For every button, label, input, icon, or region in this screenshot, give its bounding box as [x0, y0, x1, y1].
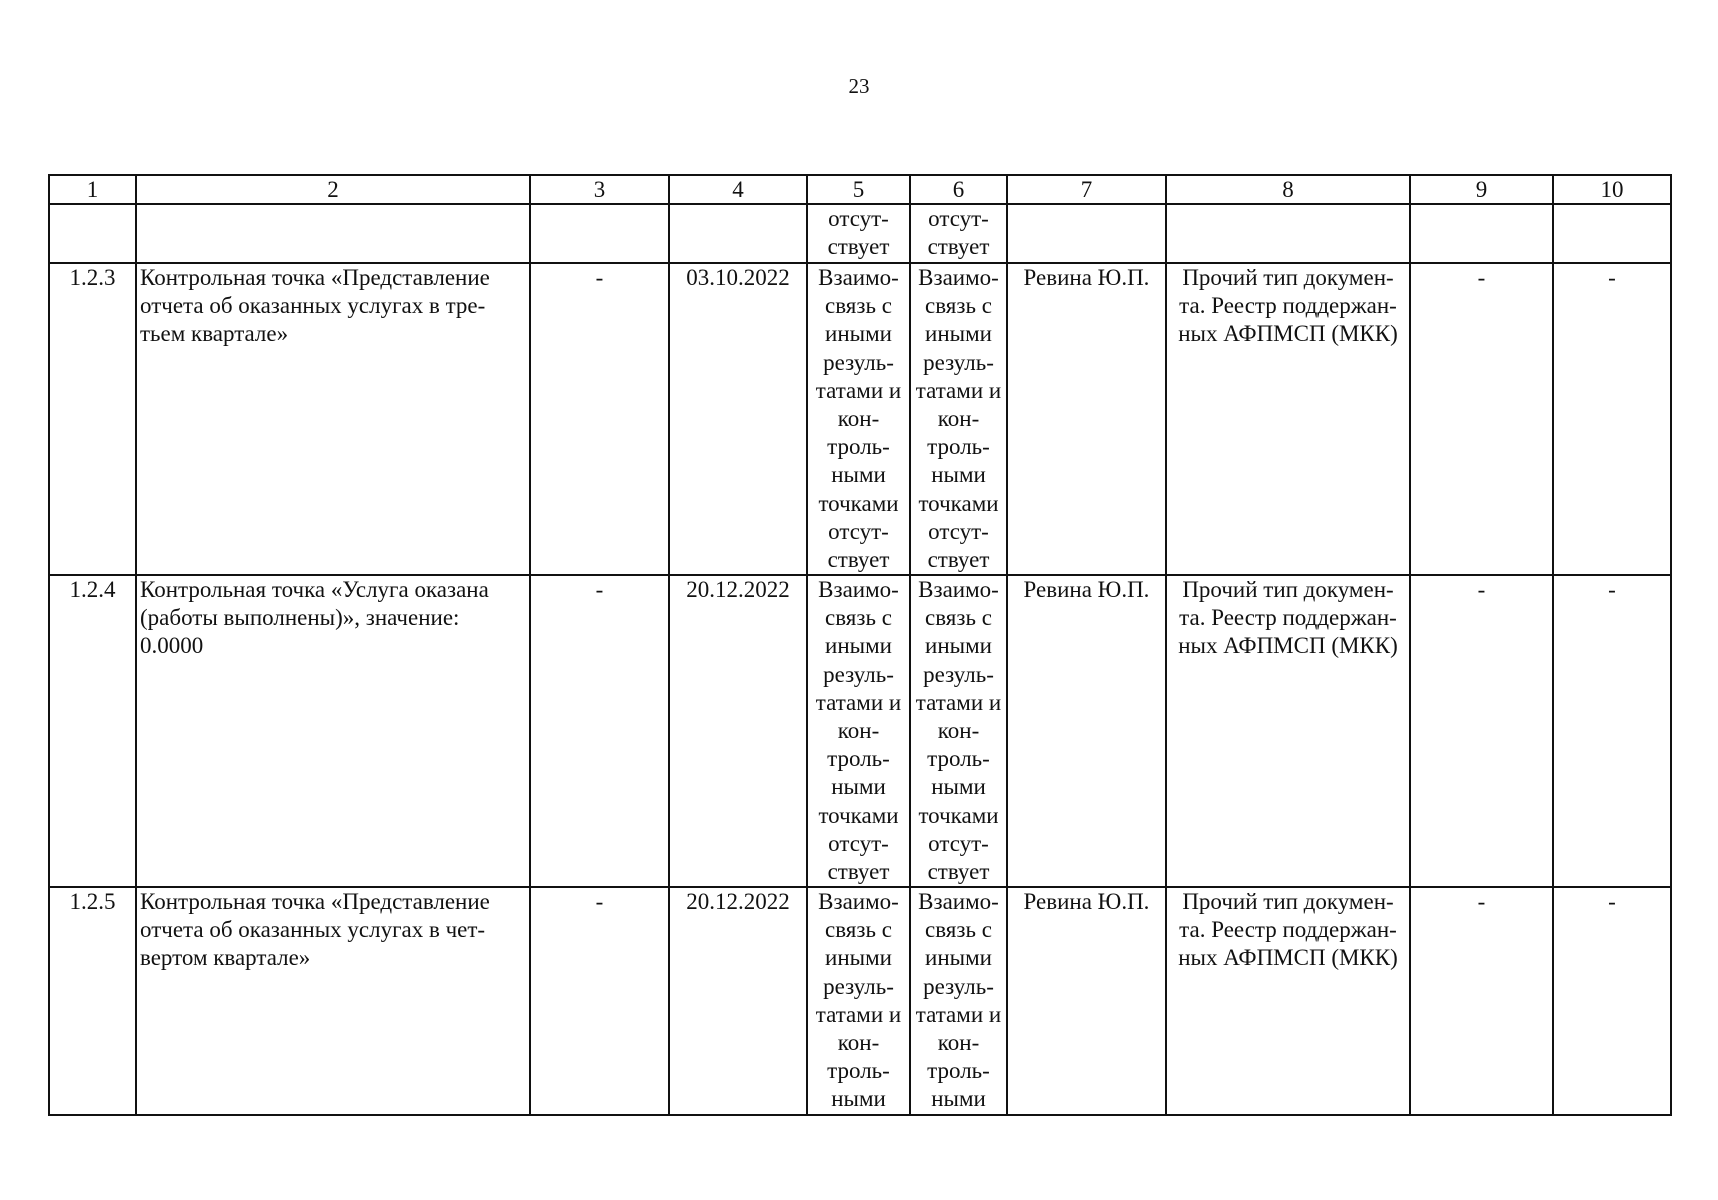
column-header: 5 [807, 175, 910, 204]
column-header: 2 [136, 175, 530, 204]
cell-responsible: Ревина Ю.П. [1007, 887, 1166, 1115]
cell-col5: Взаимо- связь с иными резуль- татами и кон- троль- ными точками отсут- ствует [807, 263, 910, 575]
cell-document: Прочий тип докумен- та. Реестр поддержан- ных АФПМСП (МКК) [1166, 575, 1410, 887]
table-header-row [49, 175, 1671, 204]
cell-responsible [1007, 204, 1166, 263]
cell-col10 [1553, 204, 1671, 263]
cell-responsible: Ревина Ю.П. [1007, 263, 1166, 575]
cell-name: Контрольная точка «Представление отчета об оказанных услугах в чет- вертом квартале» [136, 887, 530, 1115]
cell-col10: - [1553, 575, 1671, 887]
cell-col6: Взаимо- связь с иными резуль- татами и кон- троль- ными [910, 887, 1007, 1115]
cell-num: 1.2.5 [49, 887, 136, 1115]
cell-responsible: Ревина Ю.П. [1007, 575, 1166, 887]
cell-col9: - [1410, 263, 1553, 575]
table-row [49, 575, 1671, 887]
column-header: 3 [530, 175, 669, 204]
cell-name: Контрольная точка «Представление отчета об оказанных услугах в тре- тьем квартале» [136, 263, 530, 575]
cell-col9 [1410, 204, 1553, 263]
cell-name: Контрольная точка «Услуга оказана (работы выполнены)», значение: 0.0000 [136, 575, 530, 887]
cell-date [669, 204, 807, 263]
cell-num [49, 204, 136, 263]
cell-date: 20.12.2022 [669, 575, 807, 887]
cell-col9: - [1410, 887, 1553, 1115]
cell-col5: Взаимо- связь с иными резуль- татами и кон- троль- ными [807, 887, 910, 1115]
cell-col3: - [530, 263, 669, 575]
cell-date: 20.12.2022 [669, 887, 807, 1115]
page-number: 23 [848, 74, 870, 98]
cell-col6: Взаимо- связь с иными резуль- татами и кон- троль- ными точками отсут- ствует [910, 575, 1007, 887]
cell-document: Прочий тип докумен- та. Реестр поддержан- ных АФПМСП (МКК) [1166, 263, 1410, 575]
cell-document [1166, 204, 1410, 263]
cell-col3 [530, 204, 669, 263]
column-header: 1 [49, 175, 136, 204]
table-row [49, 263, 1671, 575]
column-header: 8 [1166, 175, 1410, 204]
cell-col5: отсут- ствует [807, 204, 910, 263]
cell-col5: Взаимо- связь с иными резуль- татами и кон- троль- ными точками отсут- ствует [807, 575, 910, 887]
cell-num: 1.2.4 [49, 575, 136, 887]
cell-document: Прочий тип докумен- та. Реестр поддержан- ных АФПМСП (МКК) [1166, 887, 1410, 1115]
cell-date: 03.10.2022 [669, 263, 807, 575]
column-header: 7 [1007, 175, 1166, 204]
cell-col6: Взаимо- связь с иными резуль- татами и кон- троль- ными точками отсут- ствует [910, 263, 1007, 575]
plan-table [48, 174, 1672, 1116]
cell-col3: - [530, 575, 669, 887]
table-row [49, 887, 1671, 1115]
cell-col10: - [1553, 263, 1671, 575]
cell-col10: - [1553, 887, 1671, 1115]
column-header: 4 [669, 175, 807, 204]
cell-num: 1.2.3 [49, 263, 136, 575]
column-header: 9 [1410, 175, 1553, 204]
cell-col3: - [530, 887, 669, 1115]
column-header: 10 [1553, 175, 1671, 204]
cell-name [136, 204, 530, 263]
cell-col9: - [1410, 575, 1553, 887]
cell-col6: отсут- ствует [910, 204, 1007, 263]
column-header: 6 [910, 175, 1007, 204]
table-row-continuation [49, 204, 1671, 263]
